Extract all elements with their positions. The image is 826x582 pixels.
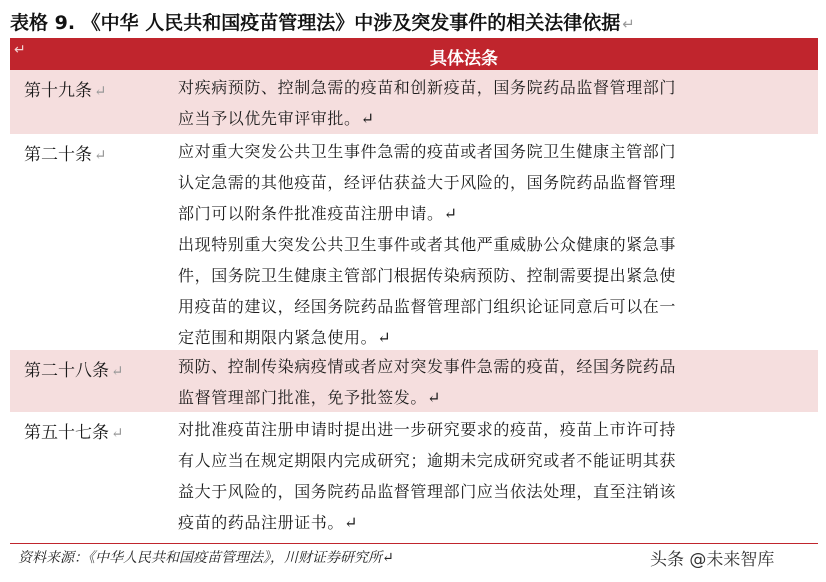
table-header	[10, 38, 818, 70]
article-paragraph	[178, 229, 810, 353]
article-label: 第二十条 ↵	[24, 145, 107, 165]
table-title-text: 表格 9. 《中华 人民共和国疫苗管理法》中涉及突发事件的相关法律依据	[10, 12, 621, 34]
paragraph-line: 用疫苗的建议，经国务院药品监督管理部门组织论证同意后可以在一	[178, 297, 677, 316]
table-row	[10, 70, 818, 134]
paragraph-line: 应对重大突发公共卫生事件急需的疫苗或者国务院卫生健康主管部门	[178, 142, 677, 161]
watermark: 头条 @未来智库	[650, 550, 775, 570]
paragraph-line: 预防、控制传染病疫情或者应对突发事件急需的疫苗，经国务院药品	[178, 357, 677, 376]
article-paragraph	[178, 414, 810, 538]
header-return-mark: ↵	[14, 42, 26, 58]
paragraph-line: 应当予以优先审评审批。↵	[178, 109, 375, 128]
table-row	[10, 412, 818, 542]
paragraph-line: 认定急需的其他疫苗，经评估获益大于风险的，国务院药品监督管理	[178, 173, 677, 192]
paragraph-line: 疫苗的药品注册证书。↵	[178, 513, 359, 532]
article-label: 第二十八条 ↵	[24, 361, 124, 381]
article-paragraph	[178, 351, 810, 413]
article-label: 第十九条 ↵	[24, 81, 107, 101]
article-paragraph	[178, 136, 810, 229]
paragraph-line: 出现特别重大突发公共卫生事件或者其他严重威胁公众健康的紧急事	[178, 235, 677, 254]
paragraph-line: 监督管理部门批准，免予批签发。↵	[178, 388, 442, 407]
paragraph-line: 部门可以附条件批准疫苗注册申请。↵	[178, 204, 458, 223]
table-title	[10, 8, 635, 35]
paragraph-line: 定范围和期限内紧急使用。↵	[178, 328, 392, 347]
return-mark: ↵	[622, 15, 635, 33]
header-title: 具体法条	[430, 49, 498, 69]
paragraph-line: 对批准疫苗注册申请时提出进一步研究要求的疫苗，疫苗上市许可持	[178, 420, 677, 439]
paragraph-line: 件，国务院卫生健康主管部门根据传染病预防、控制需要提出紧急使	[178, 266, 677, 285]
table-row	[10, 350, 818, 412]
table-row	[10, 134, 818, 350]
paragraph-line: 对疾病预防、控制急需的疫苗和创新疫苗，国务院药品监督管理部门	[178, 78, 677, 97]
paragraph-line: 益大于风险的，国务院药品监督管理部门应当依法处理，直至注销该	[178, 482, 677, 501]
footer-divider	[10, 543, 818, 544]
paragraph-line: 有人应当在规定期限内完成研究；逾期未完成研究或者不能证明其获	[178, 451, 677, 470]
article-label: 第五十七条 ↵	[24, 423, 124, 443]
source-note: 资料来源：《中华人民共和国疫苗管理法》，川财证券研究所↵	[18, 550, 394, 566]
article-paragraph	[178, 72, 810, 134]
